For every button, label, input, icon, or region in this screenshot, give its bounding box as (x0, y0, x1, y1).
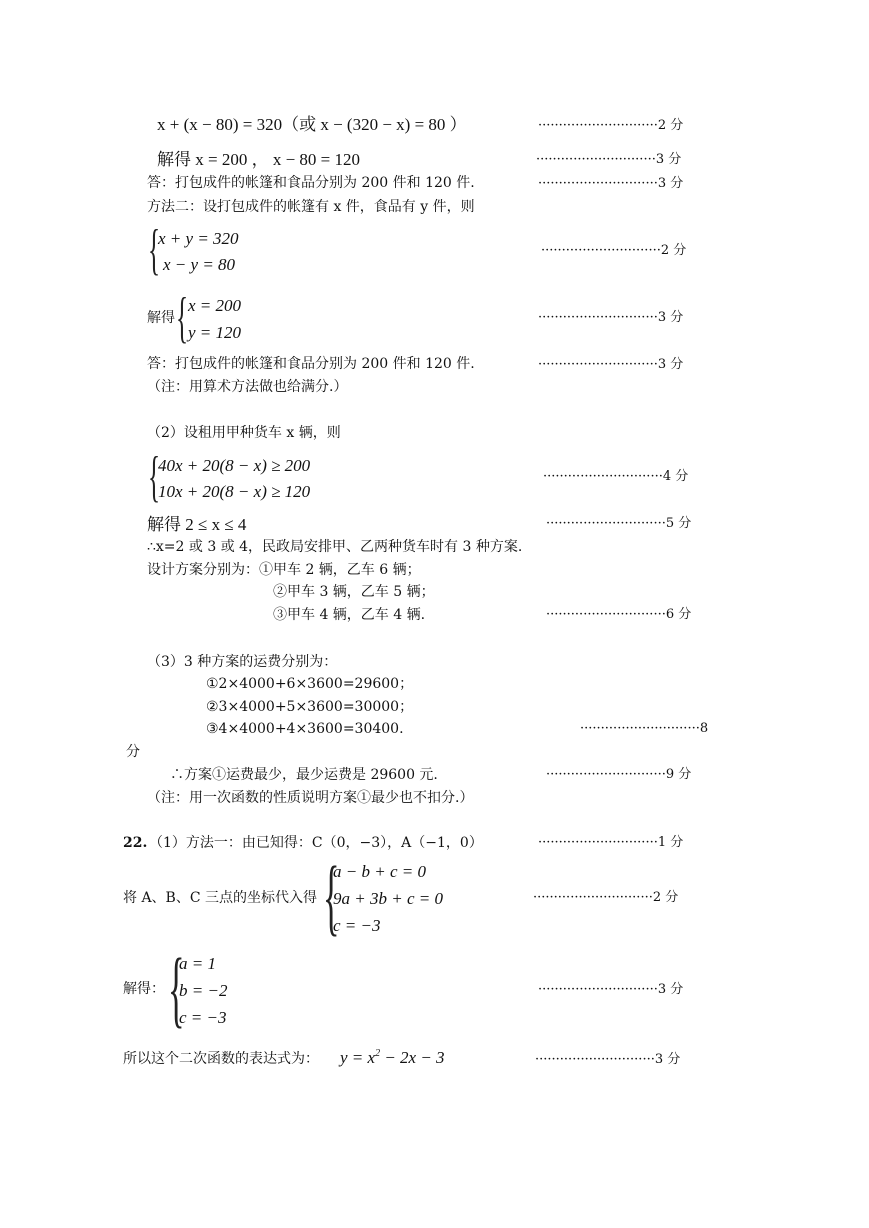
final-expression-post: − 2x − 3 (380, 1048, 445, 1067)
system-1-eq-b: x − y = 80 (163, 255, 236, 274)
score-dots-6: ·····························3 分 (538, 357, 684, 372)
system-5-eq-a: a = 1 (179, 954, 216, 973)
score-dots-13: ·····························2 分 (533, 890, 679, 905)
cost-line-1: ①2×4000+6×3600=29600； (206, 676, 414, 692)
score-wrap-text: 分 (126, 744, 140, 760)
system-3-eq-b: 10x + 20(8 − x) ≥ 120 (158, 482, 311, 501)
cost-line-2: ②3×4000+5×3600=30000； (206, 699, 414, 715)
part-3-line: （3）3 种方案的运费分别为： (147, 654, 338, 670)
substitute-label: 将 A、B、C 三点的坐标代入得 (123, 890, 318, 906)
final-expression-exponent: 2 (375, 1048, 381, 1059)
question-number: 22. (123, 835, 148, 851)
method-two-line: 方法二：设打包成件的帐篷有 x 件，食品有 y 件，则 (147, 199, 475, 215)
score-dots-15: ·····························3 分 (535, 1052, 681, 1067)
solve-label-2: 解得： (123, 981, 165, 997)
final-label: 所以这个二次函数的表达式为： (123, 1051, 319, 1067)
system-2-eq-a: x = 200 (188, 296, 242, 315)
score-dots-3: ·····························3 分 (538, 176, 684, 191)
cost-line-3: ③4×4000+4×3600=30400. (206, 721, 404, 737)
score-dots-1: ·····························2 分 (538, 118, 684, 133)
system-5-eq-b: b = −2 (179, 981, 228, 1000)
system-5-eq-c: c = −3 (179, 1008, 227, 1027)
score-dots-12: ·····························1 分 (538, 835, 684, 850)
solution-line-3: 解得 2 ≤ x ≤ 4 (147, 515, 247, 534)
final-expression-pre: y = x (340, 1048, 376, 1067)
system-4-eq-c: c = −3 (333, 916, 381, 935)
system-2-eq-b: y = 120 (188, 323, 242, 342)
plan-3-line: ③甲车 4 辆，乙车 4 辆. (273, 607, 426, 623)
note-line-2: （注：用一次函数的性质说明方案①最少也不扣分.） (147, 790, 474, 806)
system-3-eq-a: 40x + 20(8 − x) ≥ 200 (158, 456, 311, 475)
left-brace: { (148, 446, 161, 508)
solve-label: 解得 (147, 310, 175, 326)
note-line-1: （注：用算术方法做也给满分.） (147, 379, 348, 395)
score-dots-14: ·····························3 分 (538, 982, 684, 997)
equation-line-1: x + (x − 80) = 320（或 x − (320 − x) = 80 ） (157, 115, 467, 134)
left-brace: { (168, 940, 185, 1036)
part-2-line: （2）设租用甲种货车 x 辆，则 (147, 425, 341, 441)
plan-2-line: ②甲车 3 辆，乙车 5 辆； (273, 584, 435, 600)
left-brace: { (176, 287, 189, 349)
score-dots-2: ·····························3 分 (536, 152, 682, 167)
therefore-line-2: ∴方案①运费最少，最少运费是 29600 元. (170, 767, 438, 783)
system-4-eq-b: 9a + 3b + c = 0 (333, 889, 443, 908)
left-brace: { (148, 219, 161, 281)
answer-line-1: 答：打包成件的帐篷和食品分别为 200 件和 120 件. (147, 175, 475, 191)
system-1-eq-a: x + y = 320 (158, 229, 239, 248)
score-dots-4: ·····························2 分 (541, 243, 687, 258)
score-dots-9: ·····························6 分 (546, 607, 692, 622)
score-dots-11: ·····························9 分 (546, 767, 692, 782)
score-dots-5: ·····························3 分 (538, 310, 684, 325)
score-dots-7: ·····························4 分 (543, 469, 689, 484)
question-22-line: （1）方法一：由已知得：C（0，−3），A（−1，0） (149, 835, 483, 851)
system-4-eq-a: a − b + c = 0 (333, 862, 426, 881)
score-dots-10: ·····························8 (580, 721, 709, 736)
score-dots-8: ·····························5 分 (546, 516, 692, 531)
final-expression (340, 1049, 445, 1066)
plans-label-line: 设计方案分别为：①甲车 2 辆，乙车 6 辆； (147, 562, 421, 578)
left-brace: { (323, 848, 340, 944)
solution-line-1: 解得 x = 200 ， x − 80 = 120 (157, 150, 361, 169)
answer-line-2: 答：打包成件的帐篷和食品分别为 200 件和 120 件. (147, 356, 475, 372)
therefore-line-1: ∴x=2 或 3 或 4，民政局安排甲、乙两种货车时有 3 种方案. (147, 539, 523, 555)
